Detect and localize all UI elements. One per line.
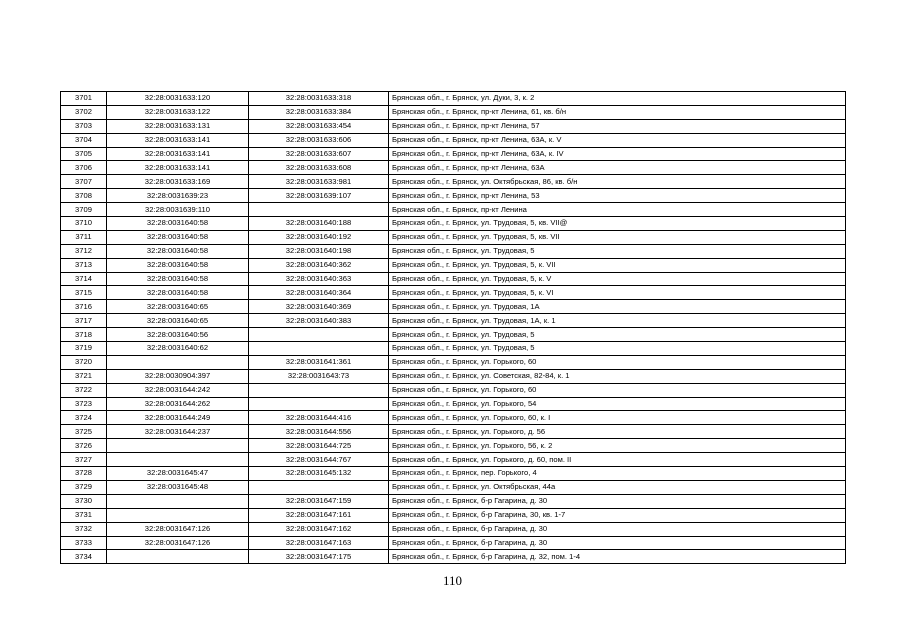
row-number-cell: 3731	[61, 508, 107, 522]
cadastral-number-cell: 32:28:0031633:169	[107, 175, 249, 189]
cadastral-number-cell: 32:28:0031640:58	[107, 230, 249, 244]
object-cadastral-number-cell	[249, 480, 389, 494]
address-cell: Брянская обл., г. Брянск, б-р Гагарина, д. 30	[389, 494, 846, 508]
table-row	[61, 286, 846, 300]
object-cadastral-number-cell	[249, 342, 389, 356]
table-row	[61, 494, 846, 508]
cadastral-number-cell: 32:28:0031645:47	[107, 467, 249, 481]
address-cell: Брянская обл., г. Брянск, б-р Гагарина, д. 32, пом. 1-4	[389, 550, 846, 564]
object-cadastral-number-cell: 32:28:0031633:384	[249, 105, 389, 119]
row-number-cell: 3701	[61, 92, 107, 106]
row-number-cell: 3727	[61, 453, 107, 467]
table-row	[61, 203, 846, 217]
address-cell: Брянская обл., г. Брянск, б-р Гагарина, д. 30	[389, 536, 846, 550]
address-cell: Брянская обл., г. Брянск, пр-кт Ленина, 61, кв. б/н	[389, 105, 846, 119]
row-number-cell: 3725	[61, 425, 107, 439]
object-cadastral-number-cell: 32:28:0031640:188	[249, 217, 389, 231]
object-cadastral-number-cell: 32:28:0031641:361	[249, 355, 389, 369]
object-cadastral-number-cell	[249, 383, 389, 397]
row-number-cell: 3719	[61, 342, 107, 356]
row-number-cell: 3710	[61, 217, 107, 231]
cadastral-number-cell: 32:28:0031640:56	[107, 328, 249, 342]
address-cell: Брянская обл., г. Брянск, ул. Горького, 60	[389, 383, 846, 397]
table-row	[61, 217, 846, 231]
table-row	[61, 244, 846, 258]
object-cadastral-number-cell: 32:28:0031647:159	[249, 494, 389, 508]
address-cell: Брянская обл., г. Брянск, ул. Трудовая, 1А	[389, 300, 846, 314]
table-row	[61, 522, 846, 536]
address-cell: Брянская обл., г. Брянск, ул. Горького, 56, к. 2	[389, 439, 846, 453]
cadastral-number-cell: 32:28:0031639:110	[107, 203, 249, 217]
object-cadastral-number-cell: 32:28:0031633:606	[249, 133, 389, 147]
object-cadastral-number-cell: 32:28:0031643:73	[249, 369, 389, 383]
row-number-cell: 3704	[61, 133, 107, 147]
object-cadastral-number-cell: 32:28:0031639:107	[249, 189, 389, 203]
row-number-cell: 3713	[61, 258, 107, 272]
row-number-cell: 3721	[61, 369, 107, 383]
object-cadastral-number-cell: 32:28:0031644:725	[249, 439, 389, 453]
object-cadastral-number-cell: 32:28:0031640:362	[249, 258, 389, 272]
cadastral-number-cell: 32:28:0031633:122	[107, 105, 249, 119]
object-cadastral-number-cell	[249, 203, 389, 217]
address-cell: Брянская обл., г. Брянск, пр-кт Ленина	[389, 203, 846, 217]
table-row	[61, 411, 846, 425]
address-cell: Брянская обл., г. Брянск, ул. Горького, д. 56	[389, 425, 846, 439]
table-row	[61, 397, 846, 411]
object-cadastral-number-cell: 32:28:0031640:369	[249, 300, 389, 314]
object-cadastral-number-cell: 32:28:0031633:981	[249, 175, 389, 189]
address-cell: Брянская обл., г. Брянск, ул. Трудовая, 5, к. VII	[389, 258, 846, 272]
cadastral-number-cell: 32:28:0031647:126	[107, 522, 249, 536]
row-number-cell: 3730	[61, 494, 107, 508]
table-row	[61, 342, 846, 356]
table-row	[61, 258, 846, 272]
row-number-cell: 3724	[61, 411, 107, 425]
row-number-cell: 3711	[61, 230, 107, 244]
address-cell: Брянская обл., г. Брянск, пр-кт Ленина, 57	[389, 119, 846, 133]
row-number-cell: 3734	[61, 550, 107, 564]
object-cadastral-number-cell: 32:28:0031633:607	[249, 147, 389, 161]
row-number-cell: 3702	[61, 105, 107, 119]
address-cell: Брянская обл., г. Брянск, пр-кт Ленина, 63А	[389, 161, 846, 175]
row-number-cell: 3705	[61, 147, 107, 161]
address-cell: Брянская обл., г. Брянск, ул. Трудовая, 5, к. VI	[389, 286, 846, 300]
table-row	[61, 328, 846, 342]
table-row	[61, 105, 846, 119]
table-row	[61, 175, 846, 189]
object-cadastral-number-cell: 32:28:0031644:416	[249, 411, 389, 425]
table-row	[61, 453, 846, 467]
cadastral-number-cell: 32:28:0031640:58	[107, 244, 249, 258]
table-row	[61, 550, 846, 564]
table-row	[61, 425, 846, 439]
cadastral-number-cell: 32:28:0031633:120	[107, 92, 249, 106]
row-number-cell: 3723	[61, 397, 107, 411]
row-number-cell: 3732	[61, 522, 107, 536]
cadastral-number-cell: 32:28:0031640:58	[107, 272, 249, 286]
row-number-cell: 3714	[61, 272, 107, 286]
address-cell: Брянская обл., г. Брянск, ул. Трудовая, 5, кв. VII@	[389, 217, 846, 231]
object-cadastral-number-cell: 32:28:0031640:364	[249, 286, 389, 300]
object-cadastral-number-cell	[249, 397, 389, 411]
address-cell: Брянская обл., г. Брянск, ул. Дуки, 3, к. 2	[389, 92, 846, 106]
registry-table	[60, 91, 846, 564]
table-row	[61, 272, 846, 286]
table-row	[61, 369, 846, 383]
table-row	[61, 383, 846, 397]
address-cell: Брянская обл., г. Брянск, ул. Трудовая, 5, кв. VII	[389, 230, 846, 244]
row-number-cell: 3733	[61, 536, 107, 550]
object-cadastral-number-cell: 32:28:0031645:132	[249, 467, 389, 481]
object-cadastral-number-cell: 32:28:0031644:556	[249, 425, 389, 439]
address-cell: Брянская обл., г. Брянск, б-р Гагарина, д. 30	[389, 522, 846, 536]
address-cell: Брянская обл., г. Брянск, ул. Трудовая, 5	[389, 244, 846, 258]
table-row	[61, 133, 846, 147]
cadastral-number-cell: 32:28:0031644:237	[107, 425, 249, 439]
table-row	[61, 230, 846, 244]
table-row	[61, 355, 846, 369]
cadastral-number-cell: 32:28:0031633:141	[107, 161, 249, 175]
cadastral-number-cell: 32:28:0031640:62	[107, 342, 249, 356]
cadastral-number-cell: 32:28:0031640:65	[107, 314, 249, 328]
cadastral-number-cell	[107, 550, 249, 564]
table-row	[61, 508, 846, 522]
registry-table-body	[61, 92, 846, 564]
cadastral-number-cell: 32:28:0030904:397	[107, 369, 249, 383]
cadastral-number-cell: 32:28:0031633:131	[107, 119, 249, 133]
row-number-cell: 3716	[61, 300, 107, 314]
cadastral-number-cell: 32:28:0031640:65	[107, 300, 249, 314]
table-row	[61, 92, 846, 106]
table-row	[61, 467, 846, 481]
address-cell: Брянская обл., г. Брянск, ул. Горького, 60, к. I	[389, 411, 846, 425]
object-cadastral-number-cell: 32:28:0031640:198	[249, 244, 389, 258]
row-number-cell: 3728	[61, 467, 107, 481]
table-row	[61, 161, 846, 175]
address-cell: Брянская обл., г. Брянск, ул. Трудовая, 5	[389, 342, 846, 356]
row-number-cell: 3703	[61, 119, 107, 133]
object-cadastral-number-cell: 32:28:0031644:767	[249, 453, 389, 467]
row-number-cell: 3717	[61, 314, 107, 328]
row-number-cell: 3720	[61, 355, 107, 369]
table-row	[61, 480, 846, 494]
row-number-cell: 3707	[61, 175, 107, 189]
row-number-cell: 3709	[61, 203, 107, 217]
table-row	[61, 439, 846, 453]
object-cadastral-number-cell: 32:28:0031647:163	[249, 536, 389, 550]
address-cell: Брянская обл., г. Брянск, ул. Октябрьская, 86, кв. б/н	[389, 175, 846, 189]
object-cadastral-number-cell: 32:28:0031633:454	[249, 119, 389, 133]
address-cell: Брянская обл., г. Брянск, ул. Трудовая, 5, к. V	[389, 272, 846, 286]
row-number-cell: 3726	[61, 439, 107, 453]
table-row	[61, 119, 846, 133]
row-number-cell: 3706	[61, 161, 107, 175]
object-cadastral-number-cell	[249, 328, 389, 342]
table-row	[61, 189, 846, 203]
address-cell: Брянская обл., г. Брянск, ул. Горького, д. 60, пом. II	[389, 453, 846, 467]
page-number: 110	[442, 573, 463, 588]
cadastral-number-cell: 32:28:0031640:58	[107, 286, 249, 300]
row-number-cell: 3729	[61, 480, 107, 494]
cadastral-number-cell: 32:28:0031639:23	[107, 189, 249, 203]
cadastral-number-cell: 32:28:0031644:242	[107, 383, 249, 397]
cadastral-number-cell: 32:28:0031644:249	[107, 411, 249, 425]
object-cadastral-number-cell: 32:28:0031640:363	[249, 272, 389, 286]
address-cell: Брянская обл., г. Брянск, ул. Горького, 60	[389, 355, 846, 369]
table-row	[61, 300, 846, 314]
cadastral-number-cell	[107, 439, 249, 453]
table-row	[61, 147, 846, 161]
row-number-cell: 3718	[61, 328, 107, 342]
cadastral-number-cell	[107, 508, 249, 522]
table-row	[61, 314, 846, 328]
address-cell: Брянская обл., г. Брянск, пер. Горького, 4	[389, 467, 846, 481]
address-cell: Брянская обл., г. Брянск, ул. Трудовая, 5	[389, 328, 846, 342]
object-cadastral-number-cell: 32:28:0031640:192	[249, 230, 389, 244]
address-cell: Брянская обл., г. Брянск, ул. Трудовая, 1А, к. 1	[389, 314, 846, 328]
row-number-cell: 3712	[61, 244, 107, 258]
cadastral-number-cell: 32:28:0031647:126	[107, 536, 249, 550]
object-cadastral-number-cell: 32:28:0031633:318	[249, 92, 389, 106]
address-cell: Брянская обл., г. Брянск, б-р Гагарина, 30, кв. 1-7	[389, 508, 846, 522]
cadastral-number-cell: 32:28:0031640:58	[107, 258, 249, 272]
address-cell: Брянская обл., г. Брянск, ул. Октябрьская, 44а	[389, 480, 846, 494]
cadastral-number-cell: 32:28:0031640:58	[107, 217, 249, 231]
object-cadastral-number-cell: 32:28:0031647:161	[249, 508, 389, 522]
cadastral-number-cell	[107, 453, 249, 467]
cadastral-number-cell: 32:28:0031645:48	[107, 480, 249, 494]
cadastral-number-cell	[107, 355, 249, 369]
object-cadastral-number-cell: 32:28:0031633:608	[249, 161, 389, 175]
cadastral-number-cell: 32:28:0031633:141	[107, 147, 249, 161]
table-row	[61, 536, 846, 550]
address-cell: Брянская обл., г. Брянск, пр-кт Ленина, 53	[389, 189, 846, 203]
object-cadastral-number-cell: 32:28:0031647:162	[249, 522, 389, 536]
cadastral-number-cell: 32:28:0031644:262	[107, 397, 249, 411]
object-cadastral-number-cell: 32:28:0031640:383	[249, 314, 389, 328]
object-cadastral-number-cell: 32:28:0031647:175	[249, 550, 389, 564]
row-number-cell: 3722	[61, 383, 107, 397]
cadastral-number-cell: 32:28:0031633:141	[107, 133, 249, 147]
address-cell: Брянская обл., г. Брянск, ул. Горького, 54	[389, 397, 846, 411]
address-cell: Брянская обл., г. Брянск, пр-кт Ленина, 63А, к. IV	[389, 147, 846, 161]
cadastral-number-cell	[107, 494, 249, 508]
row-number-cell: 3715	[61, 286, 107, 300]
address-cell: Брянская обл., г. Брянск, пр-кт Ленина, 63А, к. V	[389, 133, 846, 147]
row-number-cell: 3708	[61, 189, 107, 203]
address-cell: Брянская обл., г. Брянск, ул. Советская, 82-84, к. 1	[389, 369, 846, 383]
